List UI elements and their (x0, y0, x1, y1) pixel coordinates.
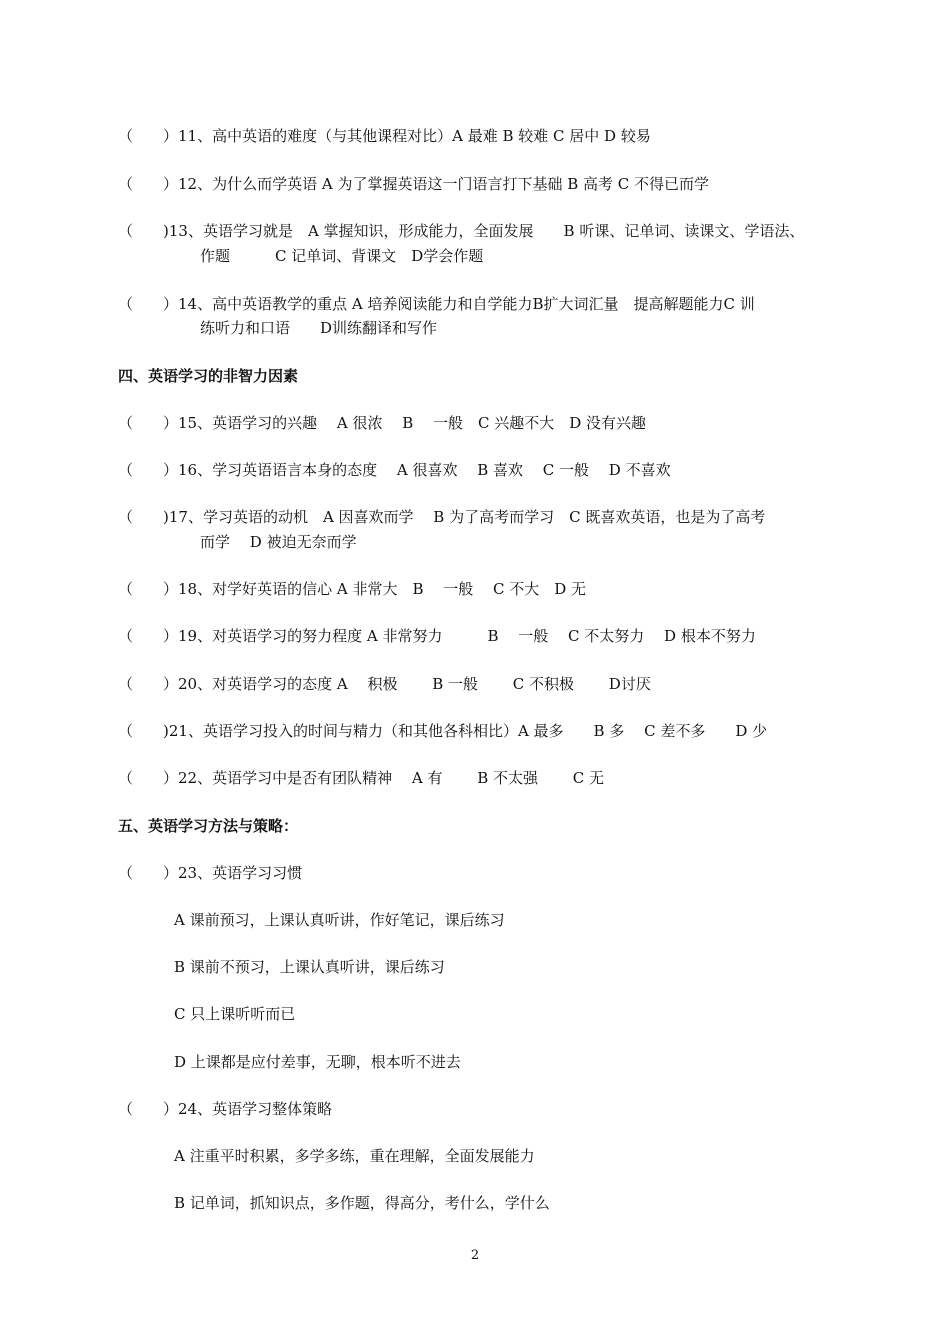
question-17-continued: 而学 D 被迫无奈而学 (200, 533, 357, 551)
question-21: （ )21、英语学习投入的时间与精力（和其他各科相比）A 最多 B 多 C 差不多 D 少 (118, 722, 768, 740)
question-24-option-a: A 注重平时积累，多学多练，重在理解，全面发展能力 (174, 1147, 535, 1165)
question-13: （ )13、英语学习就是 A 掌握知识，形成能力，全面发展 B 听课、记单词、读课文、学语法、 (118, 222, 805, 240)
question-11: （ ）11、高中英语的难度（与其他课程对比）A 最难 B 较难 C 居中 D 较易 (118, 127, 651, 145)
question-20: （ ）20、对英语学习的态度 A 积极 B 一般 C 不积极 D讨厌 (118, 675, 651, 693)
question-23-option-d: D 上课都是应付差事，无聊，根本听不进去 (174, 1053, 461, 1071)
question-14-continued: 练听力和口语 D训练翻译和写作 (200, 319, 438, 337)
question-24: （ ）24、英语学习整体策略 (118, 1100, 333, 1118)
question-13-continued: 作题 C 记单词、背课文 D学会作题 (200, 247, 484, 265)
question-15: （ ）15、英语学习的兴趣 A 很浓 B 一般 C 兴趣不大 D 没有兴趣 (118, 414, 647, 432)
question-18: （ ）18、对学好英语的信心 A 非常大 B 一般 C 不大 D 无 (118, 580, 587, 598)
section-heading-4: 四、英语学习的非智力因素 (118, 367, 299, 385)
page-number: 2 (470, 1248, 480, 1263)
question-17: （ )17、学习英语的动机 A 因喜欢而学 B 为了高考而学习 C 既喜欢英语，也是为了高考 (118, 508, 766, 526)
question-12: （ ）12、为什么而学英语 A 为了掌握英语这一门语言打下基础 B 高考 C 不得已而学 (118, 175, 710, 193)
question-19: （ ）19、对英语学习的努力程度 A 非常努力 B 一般 C 不太努力 D 根本不努力 (118, 627, 756, 645)
question-23-option-c: C 只上课听听而已 (174, 1005, 296, 1023)
question-16: （ ）16、学习英语语言本身的态度 A 很喜欢 B 喜欢 C 一般 D 不喜欢 (118, 461, 671, 479)
question-23-option-b: B 课前不预习，上课认真听讲，课后练习 (174, 958, 445, 976)
question-23: （ ）23、英语学习习惯 (118, 864, 303, 882)
question-14: （ ）14、高中英语教学的重点 A 培养阅读能力和自学能力B扩大词汇量 提高解题能力C 训 (118, 295, 755, 313)
question-23-option-a: A 课前预习，上课认真听讲，作好笔记，课后练习 (174, 911, 505, 929)
question-24-option-b: B 记单词，抓知识点，多作题，得高分，考什么，学什么 (174, 1194, 550, 1212)
question-22: （ ）22、英语学习中是否有团队精神 A 有 B 不太强 C 无 (118, 769, 605, 787)
section-heading-5: 五、英语学习方法与策略： (118, 817, 299, 835)
